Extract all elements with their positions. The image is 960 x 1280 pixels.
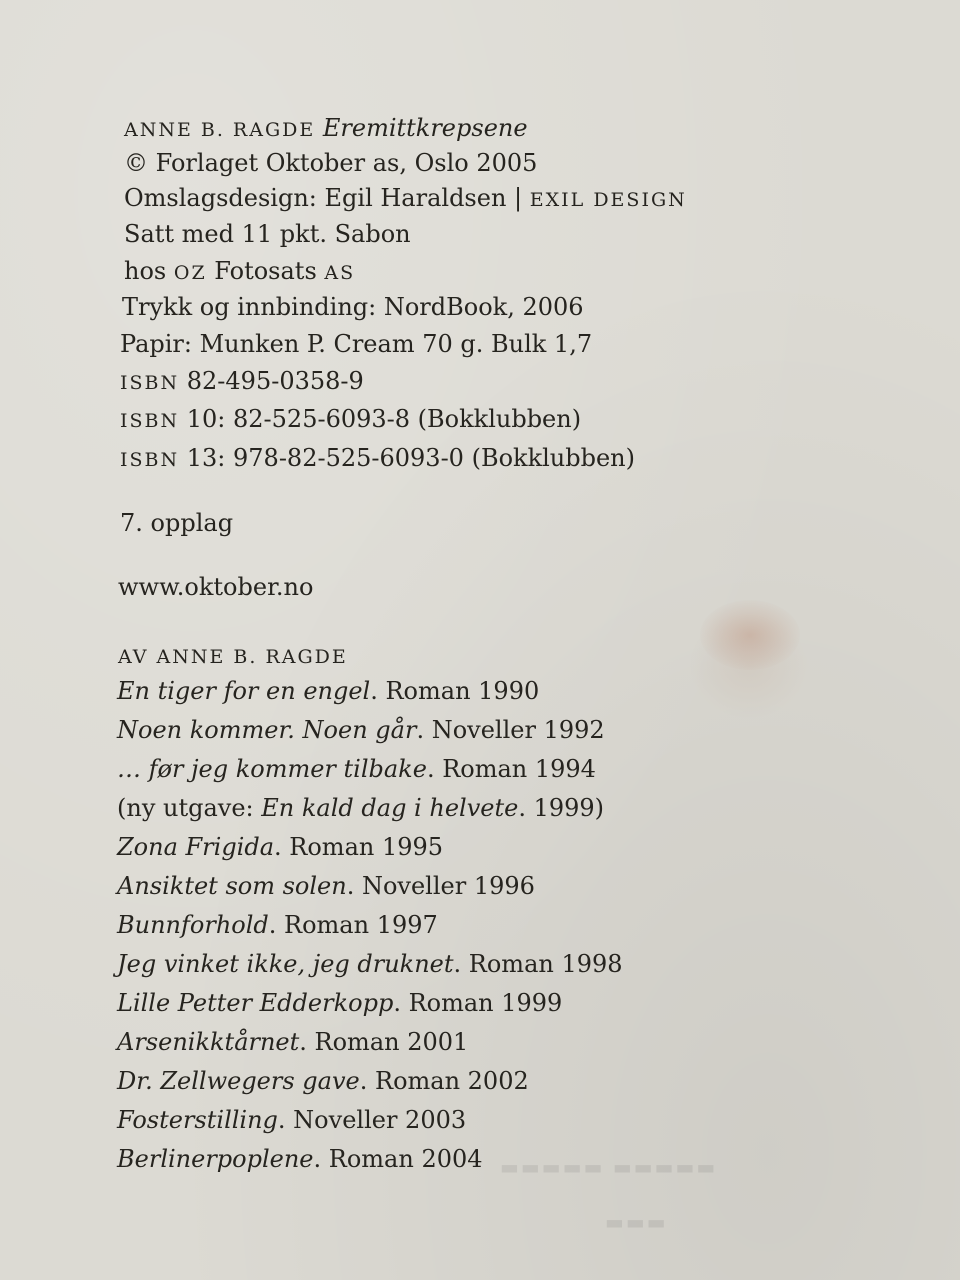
bibliography-item [117, 832, 443, 862]
bibliography-item-details: . Roman 1995 [274, 833, 444, 861]
bibliography-item-title: Ansiktet som solen [117, 872, 347, 900]
isbn-line-1 [120, 366, 364, 398]
bibliography-item-title: Arsenikktårnet [117, 1028, 300, 1056]
show-through-text: ▬▬▬▬▬ ▬▬▬▬▬ [500, 1155, 718, 1179]
bibliography-item-title: Bunnforhold [117, 911, 269, 939]
bibliography-item-details: . Noveller 1992 [416, 716, 605, 744]
bibliography-item-title: Noen kommer. Noen går [117, 716, 417, 744]
colophon-title-line [124, 113, 528, 145]
bibliography-item-details: . Roman 2001 [299, 1028, 469, 1056]
isbn-value: 82-495-0358-9 [186, 367, 364, 395]
bibliography-item-details: . Roman 1997 [268, 911, 438, 939]
bibliography-item-details: . Noveller 1996 [346, 872, 535, 900]
isbn-value: 13: 978-82-525-6093-0 (Bokklubben) [186, 444, 635, 472]
edition-line: 7. opplag [120, 509, 234, 537]
bibliography-heading [118, 640, 348, 672]
bibliography-item-details: . Roman 1990 [370, 677, 540, 705]
bibliography-item [117, 1144, 483, 1174]
show-through-text: ▬▬▬ [605, 1210, 668, 1234]
bibliography-item-title: Lille Petter Edderkopp [117, 989, 394, 1017]
author-name: ANNE B. RAGDE [124, 119, 316, 141]
typesetter-fotosats: Fotosats [214, 257, 317, 285]
bibliography-item-title: Jeg vinket ikke, jeg druknet [117, 950, 454, 978]
bibliography-item-title: Zona Frigida [117, 833, 275, 861]
bibliography-item [117, 949, 623, 979]
bibliography-item [117, 715, 605, 745]
isbn-value: 10: 82-525-6093-8 (Bokklubben) [186, 405, 582, 433]
bibliography-item [117, 871, 535, 901]
isbn-label: ISBN [120, 410, 180, 432]
bibliography-item [117, 676, 539, 706]
bibliography-item [117, 988, 562, 1018]
typeset-line: Satt med 11 pkt. Sabon [124, 220, 411, 248]
printing-line: Trykk og innbinding: NordBook, 2006 [122, 293, 584, 321]
bibliography-item-details: . Roman 2002 [359, 1067, 529, 1095]
cover-design-label: Omslagsdesign: Egil Haraldsen | [124, 184, 523, 212]
paper-stain [700, 600, 800, 670]
bibliography-item-details: . 1999) [518, 794, 605, 822]
bibliography-item [117, 1027, 468, 1057]
bibliography-item-details: . Roman 1994 [426, 755, 596, 783]
bibliography-item-title: Berlinerpoplene [117, 1145, 314, 1173]
bibliography-item [117, 1105, 466, 1135]
bibliography-item-title: … før jeg kommer tilbake [117, 755, 427, 783]
copyright-line: © Forlaget Oktober as, Oslo 2005 [124, 149, 538, 177]
bibliography-item [117, 910, 438, 940]
isbn-label: ISBN [120, 372, 180, 394]
bibliography-item-title: En kald dag i helvete [261, 794, 519, 822]
book-title: Eremittkrepsene [322, 114, 528, 142]
website-line: www.oktober.no [118, 573, 314, 601]
bibliography-item [117, 793, 604, 823]
bibliography-item [117, 754, 596, 784]
bibliography-item-details: . Roman 1998 [453, 950, 623, 978]
bibliography-item [117, 1066, 529, 1096]
typesetter-as: AS [324, 262, 356, 284]
isbn-line-2 [120, 404, 581, 436]
bibliography-item-title: En tiger for en engel [117, 677, 371, 705]
typesetter-oz: OZ [173, 262, 207, 284]
bibliography-item-prefix: (ny utgave: [117, 794, 262, 822]
bibliography-item-details: . Roman 2004 [313, 1145, 483, 1173]
typesetter-hos: hos [124, 257, 167, 285]
bibliography-item-details: . Noveller 2003 [277, 1106, 467, 1134]
bibliography-item-title: Dr. Zellwegers gave [117, 1067, 360, 1095]
cover-design-line [124, 183, 687, 215]
isbn-label: ISBN [120, 449, 180, 471]
bibliography-item-title: Fosterstilling [117, 1106, 278, 1134]
bibliography-heading-text: AV ANNE B. RAGDE [118, 646, 348, 668]
typesetter-line [124, 256, 355, 288]
paper-line: Papir: Munken P. Cream 70 g. Bulk 1,7 [120, 330, 593, 358]
cover-design-studio: EXIL DESIGN [529, 189, 687, 211]
bibliography-item-details: . Roman 1999 [393, 989, 563, 1017]
isbn-line-3 [120, 443, 635, 475]
